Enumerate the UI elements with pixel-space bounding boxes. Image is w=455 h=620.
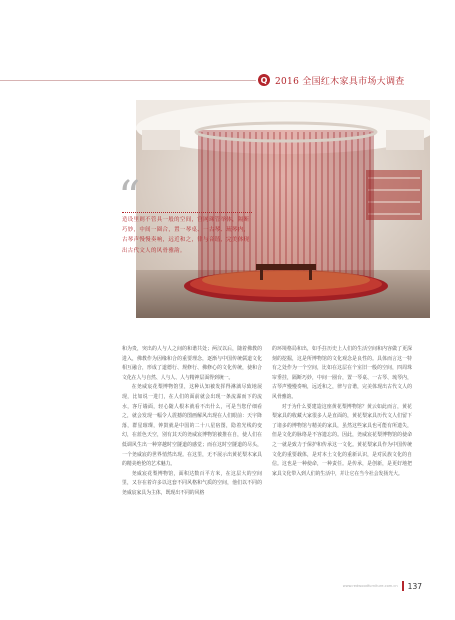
header-title: 2016 全国红木家具市场大调查 [275,76,405,87]
quote-mark-icon: “ [118,172,141,223]
header-rule [0,80,256,81]
paragraph: 的环境格局和出，如手拄历史上人们的生活空间和内容做了更深刻的挖掘，这是所博物馆的文化观念是良性的。具体而言这一特有之处作为一个空间，比如在这层在个室旧一般的空间，四周珠帘垂挂，隔断巧妙，中间一圈台，置一琴桌、一古琴、琉琴内，古琴声慢慢奏响，远近和之，律与音谐，完美体现出古代文人的风骨雅韵。 [272,346,412,400]
footer-accent-bar [402,581,404,591]
page-footer [272,580,422,592]
paragraph: 和为贵，突出的人与人之间的和谐共处；两汉以后，随着佛教的进入，佛教作为因缘和合的重要理念，逐渐与中国传统儒道文化相互融合，形成了道德行、规修行、佛修心的文化传统，使和合文化在人与自然、人与人、人与精神层面得到统一。 [122,346,262,381]
paragraph: 对于为什么要建造这座黄花梨博物馆？黄云如此而言，黄花梨家具的收藏大家很多人是直面的，黄花梨家具历代文人们留下了诸多的博物馆与精美的家具，虽然这些家具也可能有所遗失，但是文化的脉络是不容遗忘的。因此，尧威宸花梨博物馆的使命之一就是致力于保护和传承这一文化。黄花梨家具作为中国传统文化的重要载体，是对本土文化的重新认识，是对民族文化的自信。这也是一种使命，一种责任。是传承，是创新，是更好地把家具文化带入到人们的生活中，并让它在当今社会发扬光大。 [272,403,412,477]
interior-photo [136,100,430,318]
footer-url: www.redwoodfurniture.com.cn [342,584,398,588]
pull-quote: 造设里则不管具一般的空间，宫网珠管举体，隔断巧妙，中间一圈合，置一琴桌、一古琴、琉琴内，古琴声慢慢奏响，远近和之，律与音谐，完美体现出古代文人的风骨雅韵。 [122,212,252,256]
paragraph: 在尧威宸花梨博物馆里，这种认知被发挥得淋漓尽致地展现，比如说一进门，在人们的面前就会出现一条流瀑而下的流水，客厅墙面，轻心随人根本就看不出什么，可是当您仔细看之，就会发现一幅令人震撼的图画解风出现在人们眼前：天宇降落，群星璀璨，钟鼓就是中国的二十八星宿图，隐着光线的变幻，在蓝色天空，别有其天的尧威宸博物馆被推在自，使人们在低调风生出一种穿越时空隧道的感觉；而在这时空隧道的尽头，一个尧威宸的世界悄然出现。在这里，无不展示出黄花梨木家具的精美绝伦的艺术魅力。 [122,384,262,468]
article-column-left [122,345,262,499]
paragraph: 尧威宸花梨博物馆，面积达数百平方米，在这层大的空间里，又存在着许多以这套不同风格和气质的空间，他们以不同的尧威宸家具为主体，既现出不同的风格 [122,470,262,496]
section-header [258,72,405,88]
article-column-right [272,345,412,479]
interior-photo-graphic [136,100,430,318]
page-number: 137 [407,581,422,591]
q-badge-icon: Q [258,74,270,86]
